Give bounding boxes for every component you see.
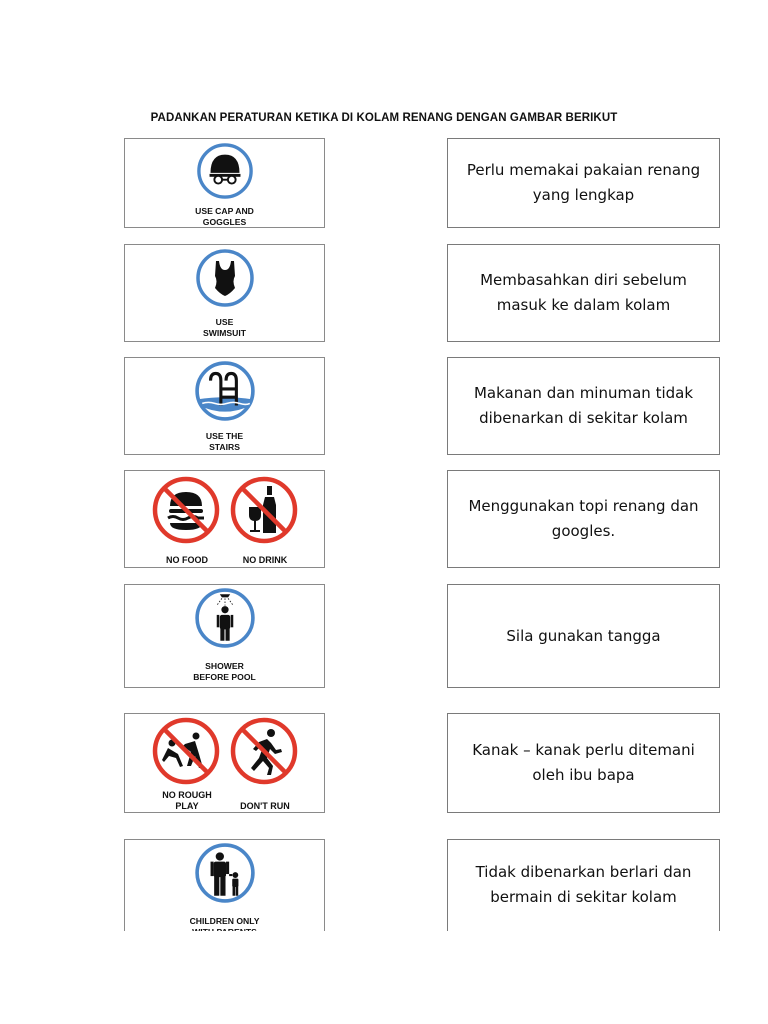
sign-label: USE THE STAIRS bbox=[205, 431, 244, 452]
shower-icon bbox=[194, 587, 256, 649]
rule-card: Tidak dibenarkan berlari dan bermain di sekitar kolam bbox=[447, 839, 720, 949]
rule-card: Perlu memakai pakaian renang yang lengkap bbox=[447, 138, 720, 228]
sign-card-swimsuit bbox=[124, 244, 325, 342]
sign-label: USE SWIMSUIT bbox=[203, 317, 246, 338]
sign-label: NO FOOD bbox=[166, 555, 208, 565]
sign-label: NO ROUGH PLAY bbox=[162, 790, 212, 811]
swim-cap-goggles-icon bbox=[196, 142, 254, 200]
sign-label: CHILDREN ONLY bbox=[189, 916, 260, 926]
rule-card: Kanak – kanak perlu ditemani oleh ibu bapa bbox=[447, 713, 720, 813]
rule-card: Menggunakan topi renang dan googles. bbox=[447, 470, 720, 568]
swimsuit-icon bbox=[195, 248, 255, 308]
sign-label: USE CAP AND GOGGLES bbox=[195, 206, 254, 227]
sign-card-cap-goggles bbox=[124, 138, 325, 228]
rule-card: Sila gunakan tangga bbox=[447, 584, 720, 688]
sign-card-no-rough-play-dont-run bbox=[124, 713, 325, 813]
no-running-icon bbox=[229, 716, 299, 786]
rule-card: Membasahkan diri sebelum masuk ke dalam kolam bbox=[447, 244, 720, 342]
no-food-icon bbox=[151, 475, 221, 545]
sign-card-no-food-no-drink bbox=[124, 470, 325, 568]
rule-card: Makanan dan minuman tidak dibenarkan di sekitar kolam bbox=[447, 357, 720, 455]
worksheet-title: PADANKAN PERATURAN KETIKA DI KOLAM RENANG DENGAN GAMBAR BERIKUT bbox=[150, 112, 618, 124]
sign-label-2: DON'T RUN bbox=[240, 801, 290, 811]
no-drink-icon bbox=[229, 475, 299, 545]
sign-label-2: NO DRINK bbox=[242, 555, 288, 565]
sign-card-stairs bbox=[124, 357, 325, 455]
pool-ladder-icon bbox=[194, 360, 256, 422]
sign-label: SHOWER BEFORE POOL bbox=[193, 661, 256, 682]
sign-card-shower bbox=[124, 584, 325, 688]
no-rough-play-icon bbox=[151, 716, 221, 786]
page-crop-mask bbox=[0, 931, 768, 1024]
adult-with-child-icon bbox=[194, 842, 256, 904]
